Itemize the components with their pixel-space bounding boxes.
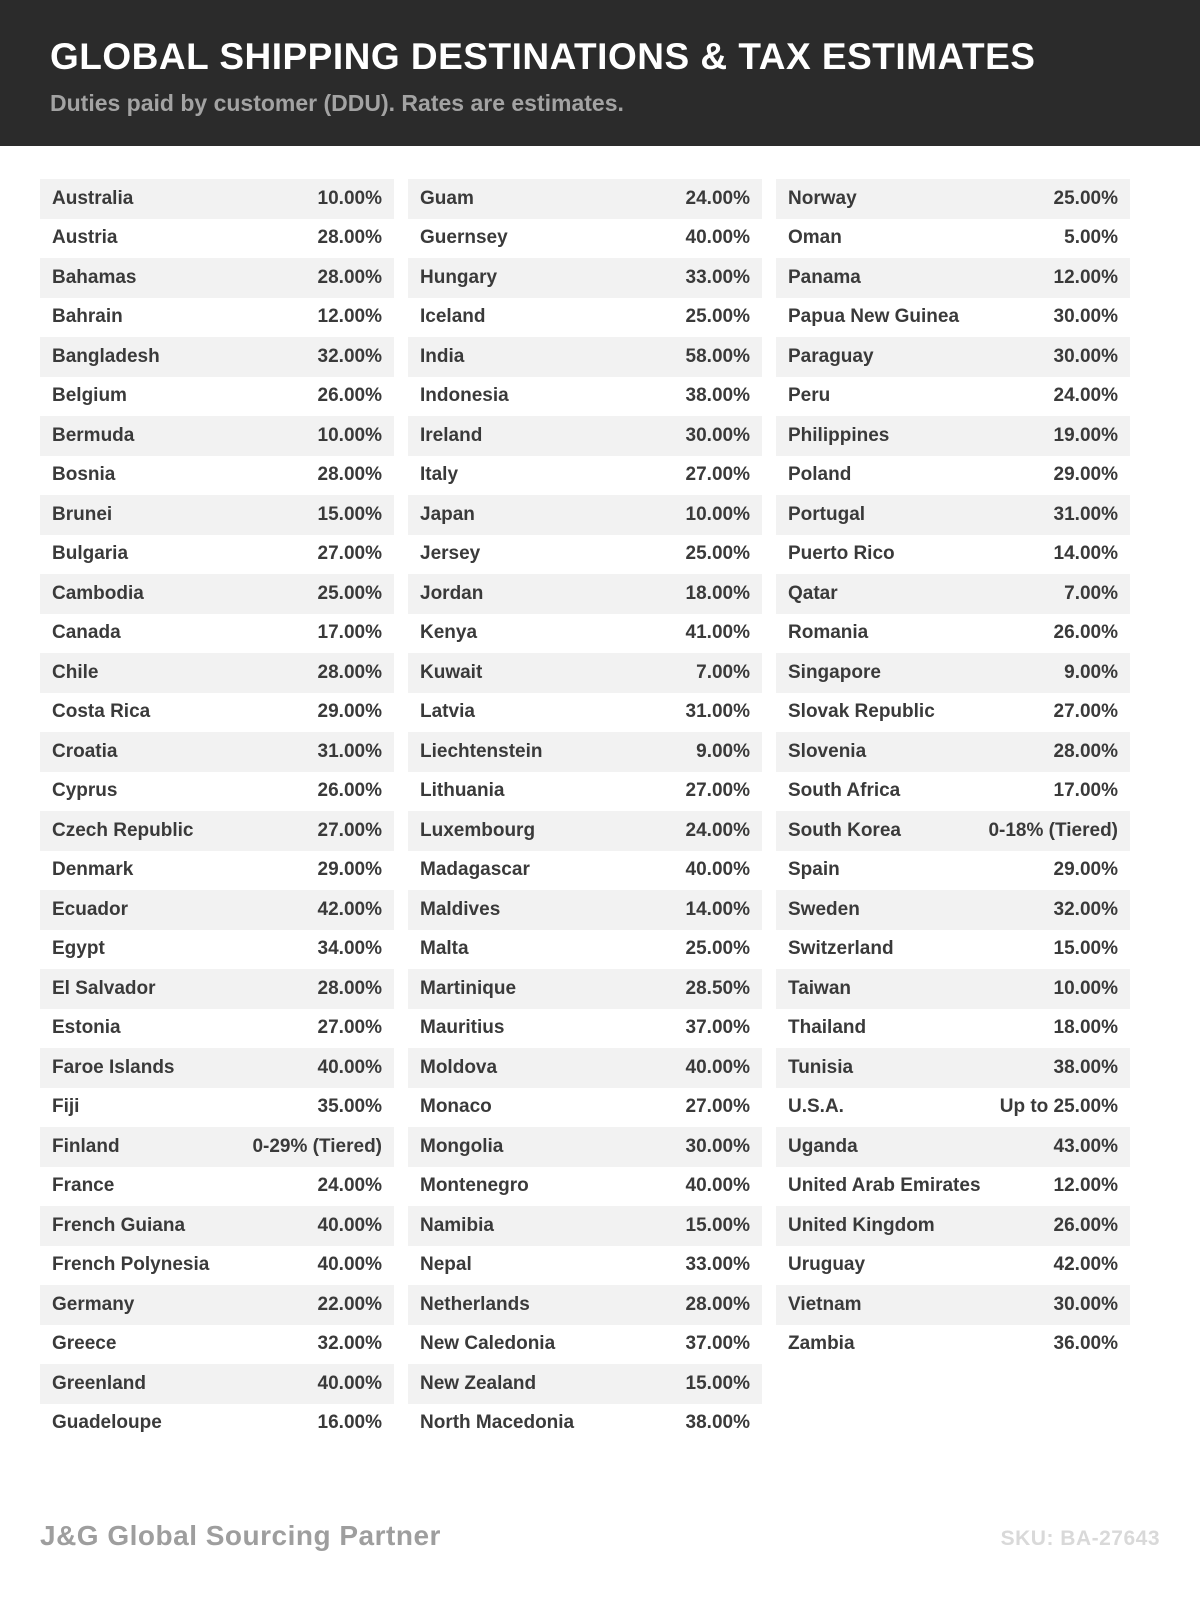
tax-rate: 28.00% <box>1053 740 1118 762</box>
country-name: Germany <box>52 1293 135 1315</box>
country-name: Uruguay <box>788 1254 866 1276</box>
tax-rate: 10.00% <box>317 424 382 446</box>
tax-rate: 40.00% <box>685 1175 750 1197</box>
tax-rate: 19.00% <box>1053 424 1118 446</box>
tax-rate: 29.00% <box>317 859 382 881</box>
country-name: Slovenia <box>788 740 867 762</box>
table-row <box>408 179 762 219</box>
table-row <box>408 219 762 259</box>
table-row <box>40 219 394 259</box>
table-row <box>40 811 394 851</box>
country-name: South Africa <box>788 780 901 802</box>
country-name: Austria <box>52 227 118 249</box>
table-row <box>776 258 1130 298</box>
tax-rate: 37.00% <box>685 1333 750 1355</box>
tax-rate: 18.00% <box>685 582 750 604</box>
page-title: GLOBAL SHIPPING DESTINATIONS & TAX ESTIMATES <box>50 36 1036 77</box>
table-row <box>408 337 762 377</box>
table-row <box>408 653 762 693</box>
country-name: U.S.A. <box>788 1096 844 1118</box>
table-row <box>776 179 1130 219</box>
table-row <box>40 732 394 772</box>
table-row <box>776 1285 1130 1325</box>
table-row <box>408 416 762 456</box>
tax-rate: 41.00% <box>685 622 750 644</box>
tax-rate: 43.00% <box>1053 1135 1118 1157</box>
tax-rate: 25.00% <box>685 938 750 960</box>
page-subtitle: Duties paid by customer (DDU). Rates are estimates. <box>50 90 624 116</box>
header <box>0 0 1200 146</box>
table-row <box>776 969 1130 1009</box>
country-name: Panama <box>788 266 861 288</box>
table-row <box>40 969 394 1009</box>
table-row <box>40 258 394 298</box>
table-row <box>776 377 1130 417</box>
country-name: Martinique <box>420 977 517 999</box>
tax-rate: 30.00% <box>685 1135 750 1157</box>
tax-rate: 34.00% <box>317 938 382 960</box>
table-row <box>408 930 762 970</box>
country-name: Ireland <box>420 424 483 446</box>
tax-rate: 26.00% <box>317 385 382 407</box>
tax-rate: 27.00% <box>317 819 382 841</box>
table-row <box>40 1325 394 1365</box>
country-name: Kenya <box>420 622 478 644</box>
table-row <box>40 1364 394 1404</box>
table-row <box>776 416 1130 456</box>
tax-rate: 25.00% <box>1053 187 1118 209</box>
country-name: Japan <box>420 503 475 525</box>
table-row <box>408 772 762 812</box>
table-row <box>776 1127 1130 1167</box>
table-row <box>40 1167 394 1207</box>
country-name: New Zealand <box>420 1372 537 1394</box>
country-name: Moldova <box>420 1056 498 1078</box>
tax-rate: 24.00% <box>1053 385 1118 407</box>
table-row <box>776 495 1130 535</box>
tax-rate: 10.00% <box>1053 977 1118 999</box>
country-name: Nepal <box>420 1254 472 1276</box>
tax-rate: 10.00% <box>317 187 382 209</box>
table-row <box>40 1206 394 1246</box>
country-name: Iceland <box>420 306 486 328</box>
country-name: Norway <box>788 187 857 209</box>
country-name: New Caledonia <box>420 1333 556 1355</box>
country-name: United Arab Emirates <box>788 1175 981 1197</box>
table-row <box>776 1088 1130 1128</box>
country-name: Italy <box>420 464 459 486</box>
tax-rate: 29.00% <box>1053 859 1118 881</box>
tax-rate: 40.00% <box>317 1372 382 1394</box>
country-name: Thailand <box>788 1017 867 1039</box>
table-row <box>40 1009 394 1049</box>
country-name: Finland <box>52 1135 120 1157</box>
table-row <box>776 337 1130 377</box>
table-row <box>776 1167 1130 1207</box>
country-name: South Korea <box>788 819 901 841</box>
tax-rate: 7.00% <box>1064 582 1118 604</box>
tax-rate: 12.00% <box>1053 266 1118 288</box>
tax-rate: 18.00% <box>1053 1017 1118 1039</box>
country-name: Spain <box>788 859 840 881</box>
tax-rate: 28.00% <box>317 464 382 486</box>
table-row <box>776 1048 1130 1088</box>
table-row <box>40 1048 394 1088</box>
brand-name: J&G Global Sourcing Partner <box>40 1520 441 1551</box>
tax-rate: 9.00% <box>1064 661 1118 683</box>
table-row <box>40 456 394 496</box>
table-row <box>408 1285 762 1325</box>
table-row <box>776 693 1130 733</box>
table-row <box>408 732 762 772</box>
table-row <box>40 693 394 733</box>
table-row <box>40 298 394 338</box>
tax-rate: 24.00% <box>685 187 750 209</box>
country-name: Costa Rica <box>52 701 151 723</box>
tax-rate: 26.00% <box>1053 622 1118 644</box>
table-row <box>408 1048 762 1088</box>
country-name: Lithuania <box>420 780 505 802</box>
table-row <box>408 890 762 930</box>
table-row <box>40 574 394 614</box>
table-row <box>776 1206 1130 1246</box>
rates-column-2 <box>408 179 762 1443</box>
table-row <box>408 1127 762 1167</box>
tax-rate: 12.00% <box>317 306 382 328</box>
table-row <box>40 1285 394 1325</box>
tax-rate: 7.00% <box>696 661 750 683</box>
tax-rate: 32.00% <box>1053 898 1118 920</box>
country-name: Montenegro <box>420 1175 529 1197</box>
table-row <box>408 851 762 891</box>
country-name: Portugal <box>788 503 866 525</box>
table-row <box>40 337 394 377</box>
tax-rate: 38.00% <box>685 1412 750 1434</box>
country-name: Jersey <box>420 543 481 565</box>
table-row <box>776 574 1130 614</box>
tax-rate: 42.00% <box>317 898 382 920</box>
country-name: Australia <box>52 187 134 209</box>
footer <box>40 1520 1160 1552</box>
country-name: Indonesia <box>420 385 509 407</box>
tax-rate: 24.00% <box>685 819 750 841</box>
tax-rate: 30.00% <box>1053 345 1118 367</box>
table-row <box>40 930 394 970</box>
table-row <box>40 377 394 417</box>
rates-table <box>0 179 1200 1443</box>
tax-rate: 40.00% <box>317 1214 382 1236</box>
table-row <box>40 614 394 654</box>
table-row <box>408 574 762 614</box>
table-row <box>40 851 394 891</box>
tax-rate: 28.00% <box>317 227 382 249</box>
country-name: Cambodia <box>52 582 144 604</box>
country-name: Puerto Rico <box>788 543 895 565</box>
table-row <box>408 614 762 654</box>
tax-rate: 31.00% <box>1053 503 1118 525</box>
table-row <box>40 179 394 219</box>
tax-rate: 14.00% <box>685 898 750 920</box>
table-row <box>40 1127 394 1167</box>
tax-rate: 37.00% <box>685 1017 750 1039</box>
country-name: El Salvador <box>52 977 156 999</box>
tax-rate: 17.00% <box>317 622 382 644</box>
tax-rate: 27.00% <box>685 1096 750 1118</box>
table-row <box>40 653 394 693</box>
table-row <box>40 1088 394 1128</box>
country-name: Vietnam <box>788 1293 862 1315</box>
country-name: Chile <box>52 661 99 683</box>
country-name: Bosnia <box>52 464 116 486</box>
tax-rate: 12.00% <box>1053 1175 1118 1197</box>
tax-rate: 28.00% <box>317 977 382 999</box>
tax-rate: 32.00% <box>317 1333 382 1355</box>
country-name: Greece <box>52 1333 117 1355</box>
table-row <box>40 772 394 812</box>
country-name: Bulgaria <box>52 543 129 565</box>
tax-rate: 16.00% <box>317 1412 382 1434</box>
country-name: Paraguay <box>788 345 874 367</box>
country-name: Liechtenstein <box>420 740 543 762</box>
tax-rate: 26.00% <box>1053 1214 1118 1236</box>
tax-rate: 31.00% <box>685 701 750 723</box>
tax-rate: 15.00% <box>685 1372 750 1394</box>
tax-rate: 27.00% <box>685 464 750 486</box>
table-row <box>776 811 1130 851</box>
tax-rate: 5.00% <box>1064 227 1118 249</box>
table-row <box>408 1206 762 1246</box>
tax-rate: 25.00% <box>317 582 382 604</box>
tax-rate: 42.00% <box>1053 1254 1118 1276</box>
tax-rate: 35.00% <box>317 1096 382 1118</box>
country-name: Brunei <box>52 503 113 525</box>
tax-rate: 17.00% <box>1053 780 1118 802</box>
tax-rate: 40.00% <box>317 1056 382 1078</box>
country-name: Hungary <box>420 266 498 288</box>
tax-rate: 31.00% <box>317 740 382 762</box>
table-row <box>776 772 1130 812</box>
country-name: Slovak Republic <box>788 701 935 723</box>
tax-rate: 40.00% <box>685 227 750 249</box>
country-name: Guam <box>420 187 474 209</box>
country-name: Peru <box>788 385 831 407</box>
country-name: Maldives <box>420 898 501 920</box>
country-name: North Macedonia <box>420 1412 575 1434</box>
tax-rate: 32.00% <box>317 345 382 367</box>
tax-rate: 15.00% <box>1053 938 1118 960</box>
country-name: Belgium <box>52 385 127 407</box>
sku-label: SKU: BA-27643 <box>1000 1527 1160 1550</box>
country-name: Ecuador <box>52 898 129 920</box>
country-name: French Polynesia <box>52 1254 210 1276</box>
country-name: Luxembourg <box>420 819 536 841</box>
tax-rate: 0-18% (Tiered) <box>988 819 1118 841</box>
country-name: Poland <box>788 464 852 486</box>
table-row <box>40 890 394 930</box>
table-row <box>408 1009 762 1049</box>
country-name: Mongolia <box>420 1135 504 1157</box>
country-name: Qatar <box>788 582 838 604</box>
rates-column-3 <box>776 179 1130 1364</box>
country-name: Switzerland <box>788 938 894 960</box>
country-name: France <box>52 1175 115 1197</box>
tax-rate: 58.00% <box>685 345 750 367</box>
tax-rate: 27.00% <box>317 543 382 565</box>
country-name: Czech Republic <box>52 819 194 841</box>
table-row <box>408 693 762 733</box>
tax-rate: 33.00% <box>685 266 750 288</box>
table-row <box>408 1404 762 1444</box>
tax-rate: 33.00% <box>685 1254 750 1276</box>
country-name: Jordan <box>420 582 484 604</box>
tax-rate: 28.00% <box>685 1293 750 1315</box>
country-name: Latvia <box>420 701 475 723</box>
table-row <box>408 1088 762 1128</box>
table-row <box>408 258 762 298</box>
tax-rate: 0-29% (Tiered) <box>252 1135 382 1157</box>
tax-rate: 29.00% <box>317 701 382 723</box>
country-name: Bangladesh <box>52 345 160 367</box>
tax-rate: 27.00% <box>1053 701 1118 723</box>
tax-rate: 24.00% <box>317 1175 382 1197</box>
country-name: Taiwan <box>788 977 851 999</box>
table-row <box>776 851 1130 891</box>
table-row <box>408 1364 762 1404</box>
country-name: Bermuda <box>52 424 135 446</box>
country-name: Papua New Guinea <box>788 306 960 328</box>
country-name: Mauritius <box>420 1017 505 1039</box>
tax-rate: 14.00% <box>1053 543 1118 565</box>
country-name: Croatia <box>52 740 118 762</box>
table-row <box>408 811 762 851</box>
table-row <box>408 969 762 1009</box>
country-name: Canada <box>52 622 121 644</box>
table-row <box>776 1009 1130 1049</box>
country-name: Denmark <box>52 859 134 881</box>
country-name: Singapore <box>788 661 881 683</box>
tax-rate: 22.00% <box>317 1293 382 1315</box>
tax-rate: 38.00% <box>1053 1056 1118 1078</box>
tax-rate: 25.00% <box>685 543 750 565</box>
country-name: Bahamas <box>52 266 137 288</box>
tax-rate: 38.00% <box>685 385 750 407</box>
tax-rate: 30.00% <box>685 424 750 446</box>
country-name: Cyprus <box>52 780 118 802</box>
country-name: Greenland <box>52 1372 146 1394</box>
tax-rate: 9.00% <box>696 740 750 762</box>
table-row <box>408 1325 762 1365</box>
tax-rate: 27.00% <box>685 780 750 802</box>
country-name: Egypt <box>52 938 105 960</box>
country-name: Namibia <box>420 1214 494 1236</box>
country-name: Faroe Islands <box>52 1056 175 1078</box>
tax-rate: 30.00% <box>1053 1293 1118 1315</box>
table-row <box>408 377 762 417</box>
tax-rate: 28.00% <box>317 266 382 288</box>
tax-rate: 29.00% <box>1053 464 1118 486</box>
table-row <box>408 298 762 338</box>
country-name: Madagascar <box>420 859 530 881</box>
country-name: Romania <box>788 622 869 644</box>
table-row <box>408 1167 762 1207</box>
table-row <box>776 298 1130 338</box>
country-name: Guernsey <box>420 227 508 249</box>
table-row <box>40 495 394 535</box>
country-name: Monaco <box>420 1096 492 1118</box>
tax-rate: 40.00% <box>685 859 750 881</box>
table-row <box>776 732 1130 772</box>
country-name: Guadeloupe <box>52 1412 162 1434</box>
table-row <box>40 416 394 456</box>
table-row <box>776 890 1130 930</box>
tax-rate: 40.00% <box>685 1056 750 1078</box>
table-row <box>776 219 1130 259</box>
tax-rate: 28.50% <box>685 977 750 999</box>
tax-rate: Up to 25.00% <box>999 1096 1118 1118</box>
tax-rate: 15.00% <box>685 1214 750 1236</box>
table-row <box>776 535 1130 575</box>
country-name: Malta <box>420 938 469 960</box>
country-name: Kuwait <box>420 661 483 683</box>
country-name: Uganda <box>788 1135 858 1157</box>
table-row <box>40 535 394 575</box>
tax-rate: 28.00% <box>317 661 382 683</box>
country-name: Fiji <box>52 1096 80 1118</box>
tax-rate: 27.00% <box>317 1017 382 1039</box>
country-name: India <box>420 345 465 367</box>
country-name: Oman <box>788 227 842 249</box>
rates-column-1 <box>40 179 394 1443</box>
table-row <box>776 456 1130 496</box>
table-row <box>408 495 762 535</box>
country-name: French Guiana <box>52 1214 186 1236</box>
country-name: Bahrain <box>52 306 123 328</box>
country-name: Tunisia <box>788 1056 854 1078</box>
country-name: Sweden <box>788 898 860 920</box>
table-row <box>776 614 1130 654</box>
table-row <box>776 1325 1130 1365</box>
table-row <box>408 535 762 575</box>
tax-rate: 36.00% <box>1053 1333 1118 1355</box>
table-row <box>776 653 1130 693</box>
table-row <box>408 456 762 496</box>
table-row <box>40 1246 394 1286</box>
country-name: Estonia <box>52 1017 121 1039</box>
table-row <box>408 1246 762 1286</box>
tax-rate: 10.00% <box>685 503 750 525</box>
country-name: Zambia <box>788 1333 855 1355</box>
tax-rate: 15.00% <box>317 503 382 525</box>
table-row <box>776 930 1130 970</box>
tax-rate: 25.00% <box>685 306 750 328</box>
tax-rate: 30.00% <box>1053 306 1118 328</box>
country-name: United Kingdom <box>788 1214 935 1236</box>
country-name: Philippines <box>788 424 890 446</box>
tax-rate: 40.00% <box>317 1254 382 1276</box>
tax-rate: 26.00% <box>317 780 382 802</box>
table-row <box>40 1404 394 1444</box>
country-name: Netherlands <box>420 1293 530 1315</box>
table-row <box>776 1246 1130 1286</box>
